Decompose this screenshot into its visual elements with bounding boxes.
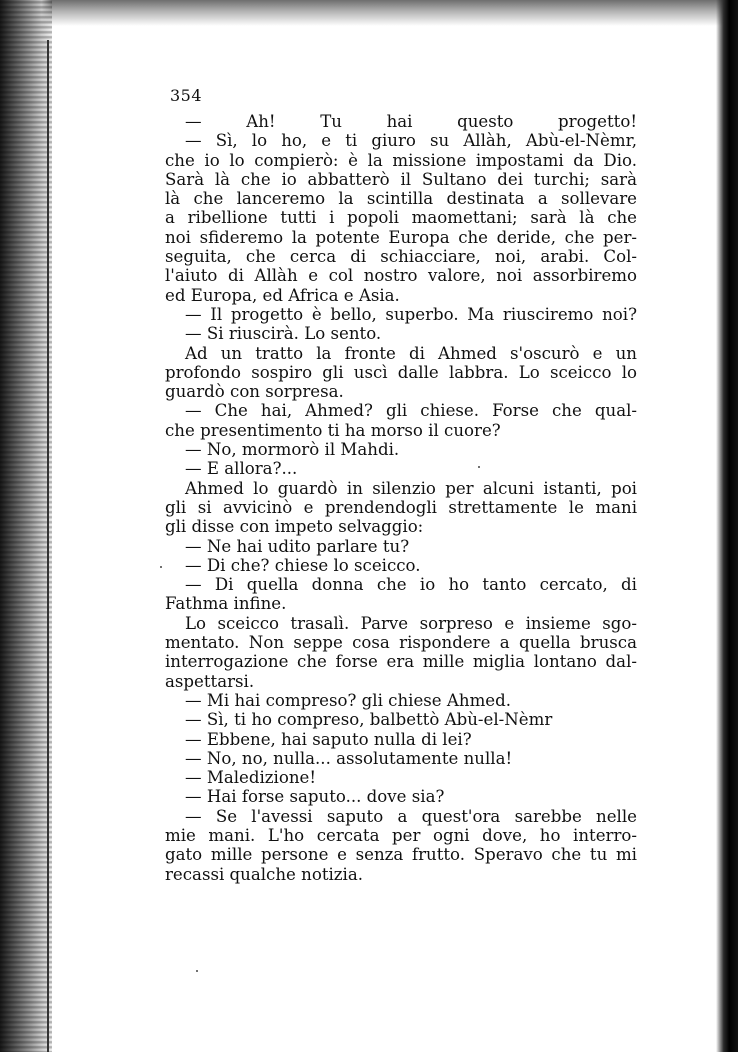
text-line: — Di quella donna che io ho tanto cercato, di: [185, 575, 637, 595]
text-line: Sarà là che io abbatterò il Sultano dei turchi; sarà: [165, 169, 637, 189]
text-line: — No, no, nulla... assolutamente nulla!: [185, 748, 513, 768]
text-line: là che lanceremo la scintilla destinata a sollevare: [165, 189, 637, 209]
text-line: — Che hai, Ahmed? gli chiese. Forse che qual-: [185, 401, 637, 421]
scan-speck: [196, 970, 198, 972]
text-line: mie mani. L'ho cercata per ogni dove, ho interro-: [165, 825, 637, 845]
text-line: — Hai forse saputo... dove sia?: [185, 787, 445, 807]
text-line: — Maledizione!: [185, 768, 317, 788]
text-line: noi sfideremo la potente Europa che deride, che per-: [165, 227, 637, 247]
text-line: guardò con sorpresa.: [165, 382, 344, 402]
text-line: recassi qualche notizia.: [165, 864, 364, 884]
text-line: — Si riuscirà. Lo sento.: [185, 324, 382, 344]
text-line: — Il progetto è bello, superbo. Ma riusciremo noi?: [185, 304, 637, 324]
text-line: mentato. Non seppe cosa rispondere a quella brusca: [165, 633, 637, 653]
text-line: — Ebbene, hai saputo nulla di lei?: [185, 729, 472, 749]
text-line: Ad un tratto la fronte di Ahmed s'oscurò e un: [185, 343, 637, 363]
text-line: — No, mormorò il Mahdi.: [185, 440, 400, 460]
text-line: interrogazione che forse era mille miglia lontano dal-: [165, 652, 637, 672]
page-gutter-line: [47, 40, 49, 1052]
text-line: profondo sospiro gli uscì dalle labbra. Lo sceicco lo: [165, 362, 637, 382]
text-line: — Sì, lo ho, e ti giuro su Allàh, Abù-el-Nèmr,: [185, 131, 637, 151]
text-line: a ribellione tutti i popoli maomettani; sarà là che: [165, 208, 637, 228]
text-line: — Sì, ti ho compreso, balbettò Abù-el-Nèmr: [185, 710, 553, 730]
text-line: gli si avvicinò e prendendogli strettamente le mani: [165, 497, 637, 517]
text-line: — Se l'avessi saputo a quest'ora sarebbe nelle: [185, 806, 637, 826]
text-line: gato mille persone e senza frutto. Speravo che tu mi: [165, 845, 637, 865]
text-line: — Di che? chiese lo sceicco.: [185, 555, 421, 575]
text-line: gli disse con impeto selvaggio:: [165, 517, 424, 537]
text-line: seguita, che cerca di schiacciare, noi, arabi. Col-: [165, 247, 637, 267]
text-line: che io lo compierò: è la missione impostami da Dio.: [165, 150, 637, 170]
text-line: — E allora?...: [185, 459, 298, 479]
scan-speck: [478, 466, 480, 468]
page-number: 354: [170, 86, 203, 105]
scan-top-shadow: [0, 0, 738, 26]
text-line: che presentimento ti ha morso il cuore?: [165, 420, 501, 440]
text-line: Ahmed lo guardò in silenzio per alcuni istanti, poi: [185, 478, 637, 498]
text-line: l'aiuto di Allàh e col nostro valore, noi assorbiremo: [165, 266, 637, 286]
text-line: aspettarsi.: [165, 671, 255, 691]
text-line: Lo sceicco trasalì. Parve sorpreso e insieme sgo-: [185, 613, 637, 633]
scan-left-shadow: [0, 0, 52, 1052]
scan-right-shadow: [716, 0, 738, 1052]
text-line: — Ah! Tu hai questo progetto!: [185, 112, 637, 131]
body-text: [165, 112, 637, 884]
text-line: ed Europa, ed Africa e Asia.: [165, 285, 400, 305]
scan-speck: [160, 566, 162, 568]
text-line: — Mi hai compreso? gli chiese Ahmed.: [185, 690, 512, 710]
text-line: Fathma infine.: [165, 594, 287, 614]
text-line: — Ne hai udito parlare tu?: [185, 536, 410, 556]
